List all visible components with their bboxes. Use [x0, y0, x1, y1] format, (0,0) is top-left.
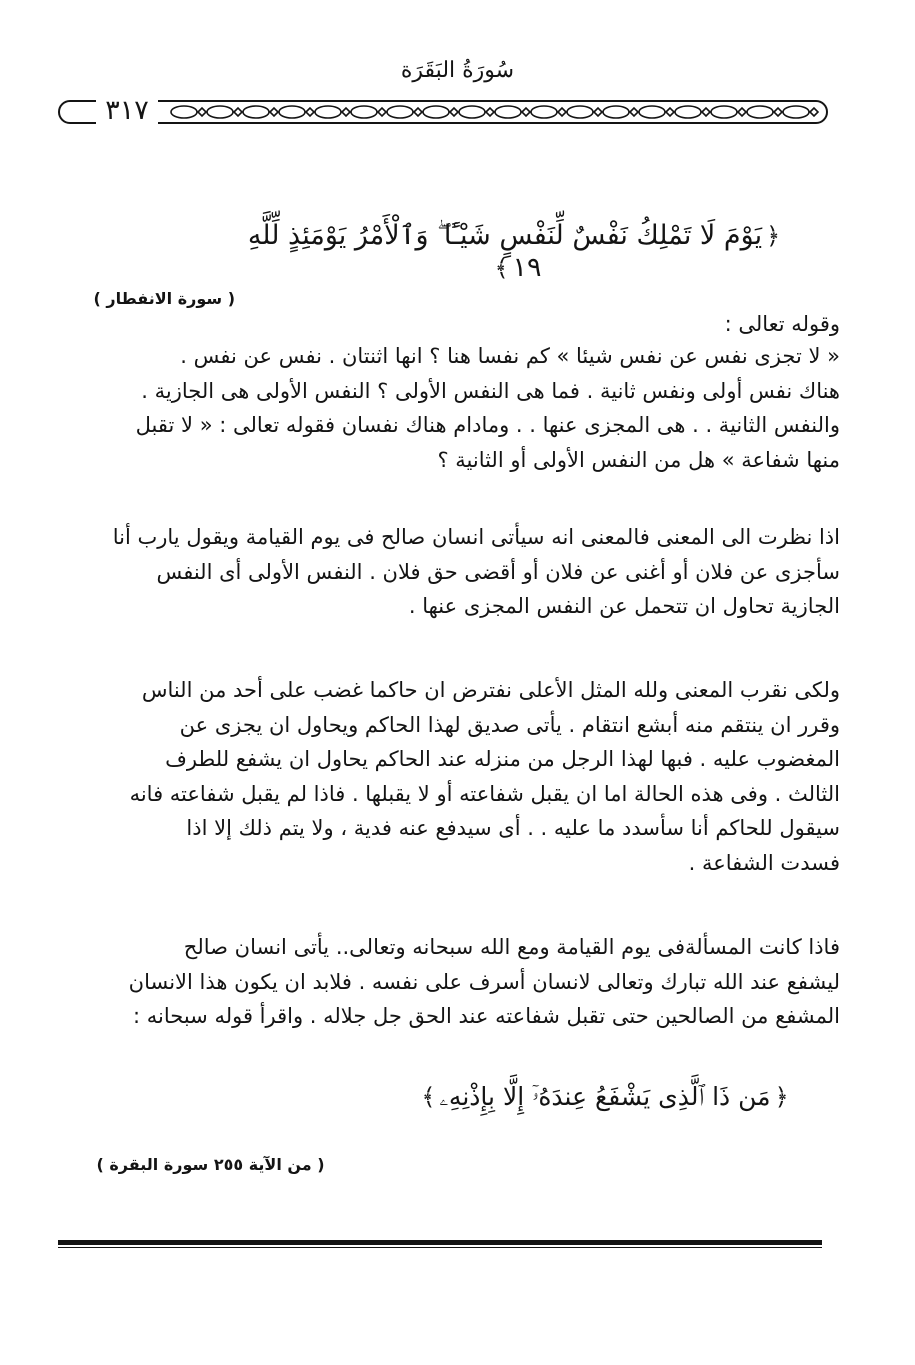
- verse-text: مَن ذَا ٱلَّذِى يَشْفَعُ عِندَهُۥٓ إِلَّا بِإِذْنِهِۦ: [439, 1082, 771, 1111]
- chain-oval: [675, 106, 701, 118]
- chain-oval: [639, 106, 665, 118]
- chain-diamond: [306, 108, 314, 116]
- chain-diamond: [702, 108, 710, 116]
- page-number: ٣١٧: [96, 96, 158, 126]
- chain-oval: [387, 106, 413, 118]
- chain-diamond: [810, 108, 818, 116]
- paragraph-2: [70, 520, 840, 624]
- chain-diamond: [522, 108, 530, 116]
- verse-text: يَوْمَ لَا تَمْلِكُ نَفْسٌ لِّنَفْسٍ شَيْـًٔا ۖ وَٱلْأَمْرُ يَوْمَئِذٍ لِّلَّهِ ١٩: [247, 220, 763, 283]
- chain-diamond: [414, 108, 422, 116]
- text-line: ليشفع عند الله تبارك وتعالى لانسان أسرف على نفسه . فلابد ان يكون هذا الانسان: [128, 969, 840, 994]
- verse-reference: ( سورة الانفطار ): [93, 289, 235, 308]
- text-line: والنفس الثانية . . هى المجزى عنها . . ومادام هناك نفسان فقوله تعالى : « لا تقبل: [135, 413, 840, 437]
- text-line: ولكى نقرب المعنى ولله المثل الأعلى نفترض ان حاكما غضب على أحد من الناس: [141, 678, 840, 702]
- chain-oval: [495, 106, 521, 118]
- chain-diamond: [270, 108, 278, 116]
- text-line: سيقول للحاكم أنا سأسدد ما عليه . . أى سيدفع عنه فدية ، ولا يتم ذلك إلا اذا: [186, 816, 840, 840]
- chain-diamond: [198, 108, 206, 116]
- chain-oval: [783, 106, 809, 118]
- chain-oval: [567, 106, 593, 118]
- chain-diamond: [558, 108, 566, 116]
- text-line: « لا تجزى نفس عن نفس شيئا » كم نفسا هنا ؟ انها اثنتان . نفس عن نفس .: [180, 344, 840, 368]
- intro-line: وقوله تعالى :: [724, 312, 840, 336]
- chain-diamond: [486, 108, 494, 116]
- quran-verse-infitar: [236, 220, 796, 283]
- text-line: سأجزى عن فلان أو أغنى عن فلان أو أقضى حق فلان . النفس الأولى أى النفس: [156, 559, 840, 584]
- chain-diamond: [450, 108, 458, 116]
- text-line: منها شفاعة » هل من النفس الأولى أو الثانية ؟: [437, 447, 840, 472]
- text-line: المغضوب عليه . فبها لهذا الرجل من منزله عند الحاكم يحاول ان يشفع للطرف: [165, 747, 840, 771]
- ornate-bracket-icon: ﴿: [774, 1083, 789, 1111]
- ornate-bracket-icon: ﴾: [494, 254, 509, 282]
- chain-oval: [459, 106, 485, 118]
- text-line: وقرر ان ينتقم منه أبشع انتقام . يأتى صديق لهذا الحاكم ويحاول ان يجزى عن: [179, 712, 840, 737]
- chain-oval: [171, 106, 197, 118]
- text-line: المشفع من الصالحين حتى تقبل شفاعته عند الحق جل جلاله . واقرأ قوله سبحانه :: [133, 1004, 840, 1028]
- chain-oval: [423, 106, 449, 118]
- chain-oval: [603, 106, 629, 118]
- paragraph-3: [70, 673, 840, 880]
- chain-diamond: [774, 108, 782, 116]
- chain-diamond: [738, 108, 746, 116]
- text-line: اذا نظرت الى المعنى فالمعنى انه سيأتى انسان صالح فى يوم القيامة ويقول يارب أنا: [112, 525, 840, 549]
- verse-reference: ( من الآية ٢٥٥ سورة البقرة ): [96, 1155, 325, 1174]
- chain-oval: [243, 106, 269, 118]
- chain-oval: [747, 106, 773, 118]
- chain-oval: [711, 106, 737, 118]
- surah-title: سُورَةُ البَقَرَة: [400, 58, 515, 83]
- chain-oval: [531, 106, 557, 118]
- footer-rule-thin: [58, 1247, 822, 1248]
- chain-diamond: [594, 108, 602, 116]
- chain-diamond: [378, 108, 386, 116]
- text-line: فاذا كانت المسألةفى يوم القيامة ومع الله سبحانه وتعالى.. يأتى انسان صالح: [183, 935, 840, 959]
- quran-verse-baqarah: [410, 1082, 800, 1112]
- chain-oval: [207, 106, 233, 118]
- chain-diamond: [666, 108, 674, 116]
- chain-diamond: [630, 108, 638, 116]
- text-line: الجازية تحاول ان تتحمل عن النفس المجزى عنها .: [408, 594, 840, 618]
- text-line: هناك نفس أولى ونفس ثانية . فما هى النفس الأولى ؟ النفس الأولى هى الجازية .: [141, 378, 840, 403]
- footer-rule: [58, 1240, 822, 1245]
- chain-diamond: [342, 108, 350, 116]
- chain-oval: [279, 106, 305, 118]
- chain-oval: [315, 106, 341, 118]
- paragraph-1: [75, 339, 840, 477]
- text-line: الثالث . وفى هذه الحالة اما ان يقبل شفاعته أو لا يقبلها . فاذا لم يقبل شفاعته فانه: [129, 781, 840, 806]
- ornate-bracket-icon: ﴾: [421, 1083, 436, 1111]
- chain-oval: [351, 106, 377, 118]
- chain-diamond: [234, 108, 242, 116]
- text-line: فسدت الشفاعة .: [688, 850, 840, 875]
- header-ornament-band: [58, 97, 828, 127]
- ornate-bracket-icon: ﴿: [766, 222, 781, 250]
- paragraph-4: [70, 930, 840, 1034]
